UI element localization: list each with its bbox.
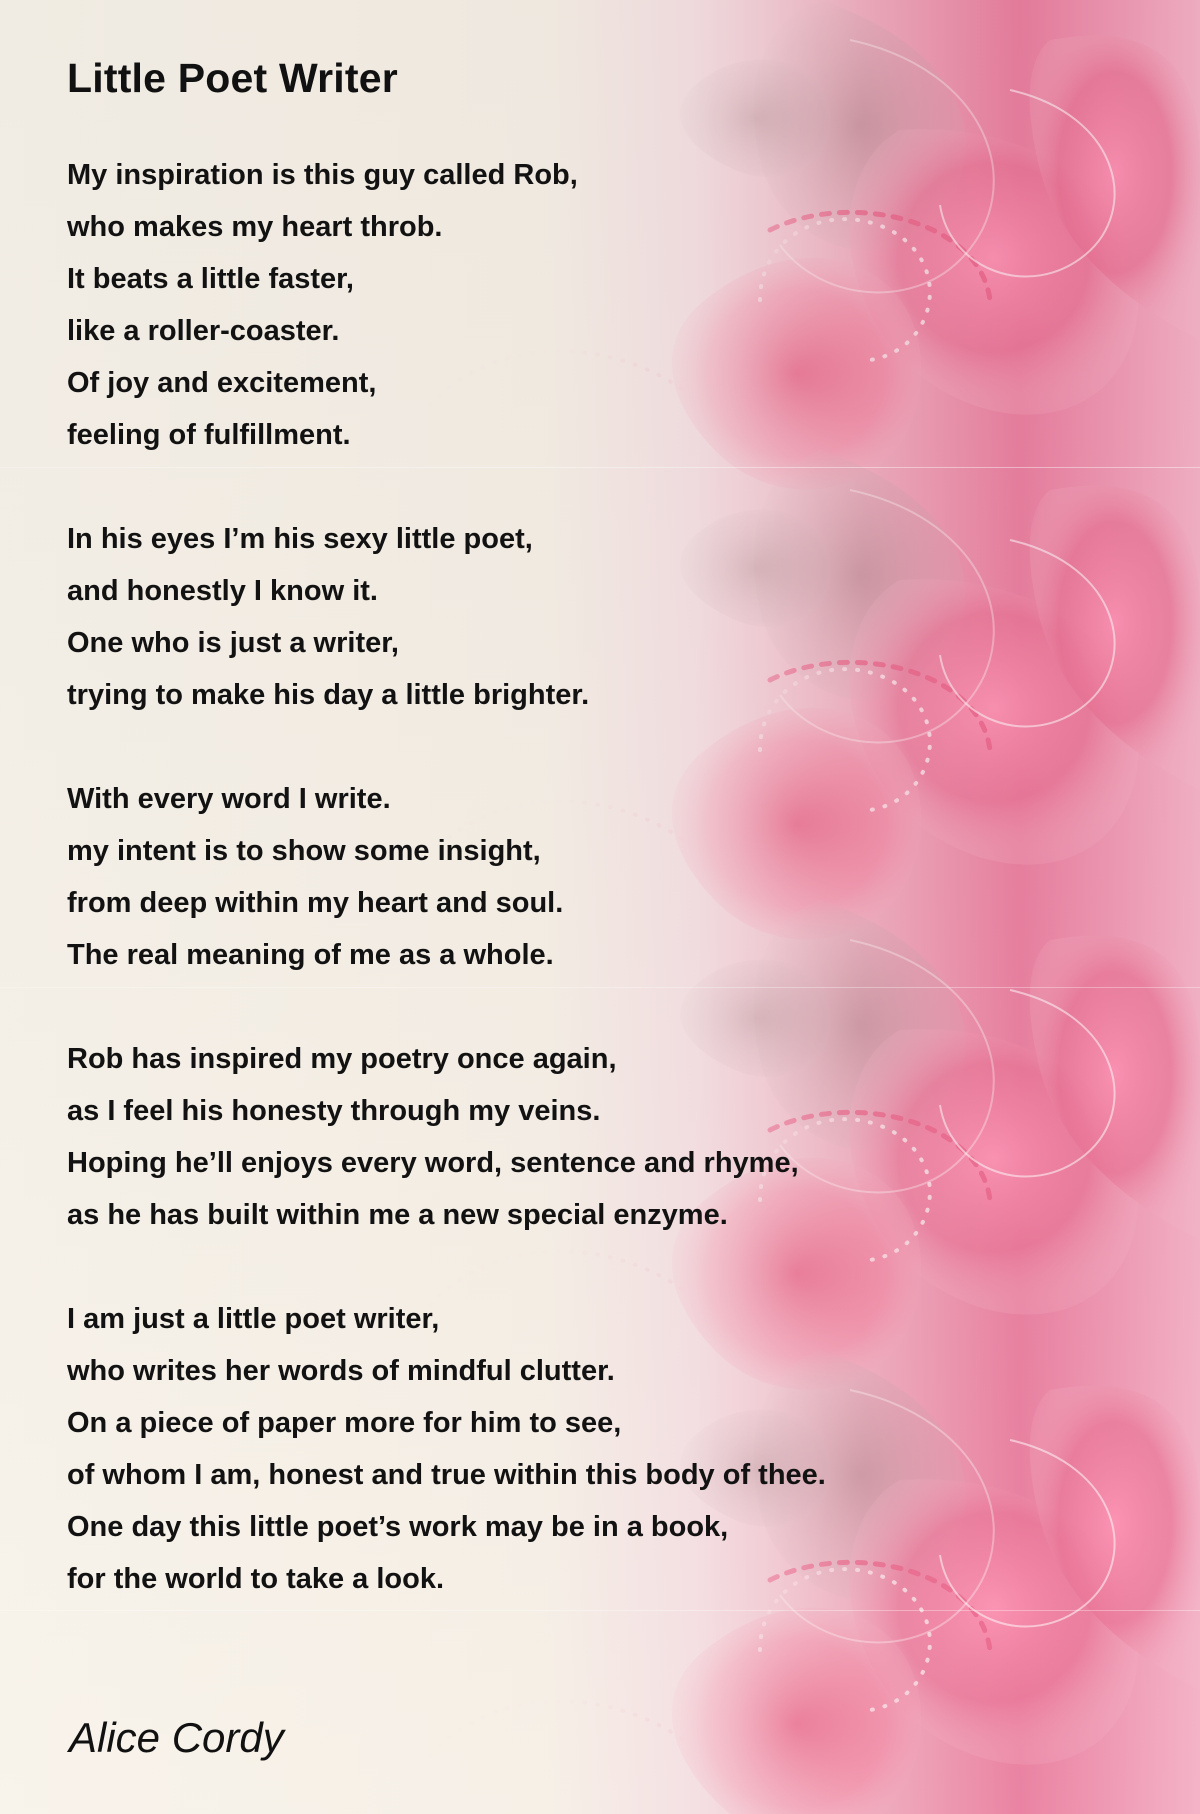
poem-line: Rob has inspired my poetry once again,: [67, 1043, 617, 1075]
poem-line: With every word I write.: [67, 783, 391, 815]
poem-line: and honestly I know it.: [67, 575, 378, 607]
poem-line: One who is just a writer,: [67, 627, 399, 659]
poem-line: who writes her words of mindful clutter.: [67, 1355, 615, 1387]
poem-line: as he has built within me a new special enzyme.: [67, 1199, 728, 1231]
poem-line: of whom I am, honest and true within this body of thee.: [67, 1459, 826, 1491]
poem-line: In his eyes I’m his sexy little poet,: [67, 523, 533, 555]
poem-line: who makes my heart throb.: [67, 211, 443, 243]
poem-line: for the world to take a look.: [67, 1563, 445, 1595]
poem-line: feeling of fulfillment.: [67, 419, 351, 451]
poem-line: It beats a little faster,: [67, 263, 354, 295]
poem-line: Of joy and excitement,: [67, 367, 377, 399]
poem-line: My inspiration is this guy called Rob,: [67, 159, 578, 191]
poem-line: like a roller-coaster.: [67, 315, 340, 347]
poem-line: as I feel his honesty through my veins.: [67, 1095, 601, 1127]
poem-title: Little Poet Writer: [67, 55, 398, 101]
poem-line: my intent is to show some insight,: [67, 835, 541, 867]
poem-line: trying to make his day a little brighter.: [67, 679, 590, 711]
poem-line: On a piece of paper more for him to see,: [67, 1407, 622, 1439]
author-name: Alice Cordy: [69, 1714, 284, 1761]
poem-line: The real meaning of me as a whole.: [67, 939, 554, 971]
poem-line: from deep within my heart and soul.: [67, 887, 564, 919]
poem-line: I am just a little poet writer,: [67, 1303, 440, 1335]
poem-line: Hoping he’ll enjoys every word, sentence and rhyme,: [67, 1147, 799, 1179]
poem-line: One day this little poet’s work may be in a book,: [67, 1511, 729, 1543]
